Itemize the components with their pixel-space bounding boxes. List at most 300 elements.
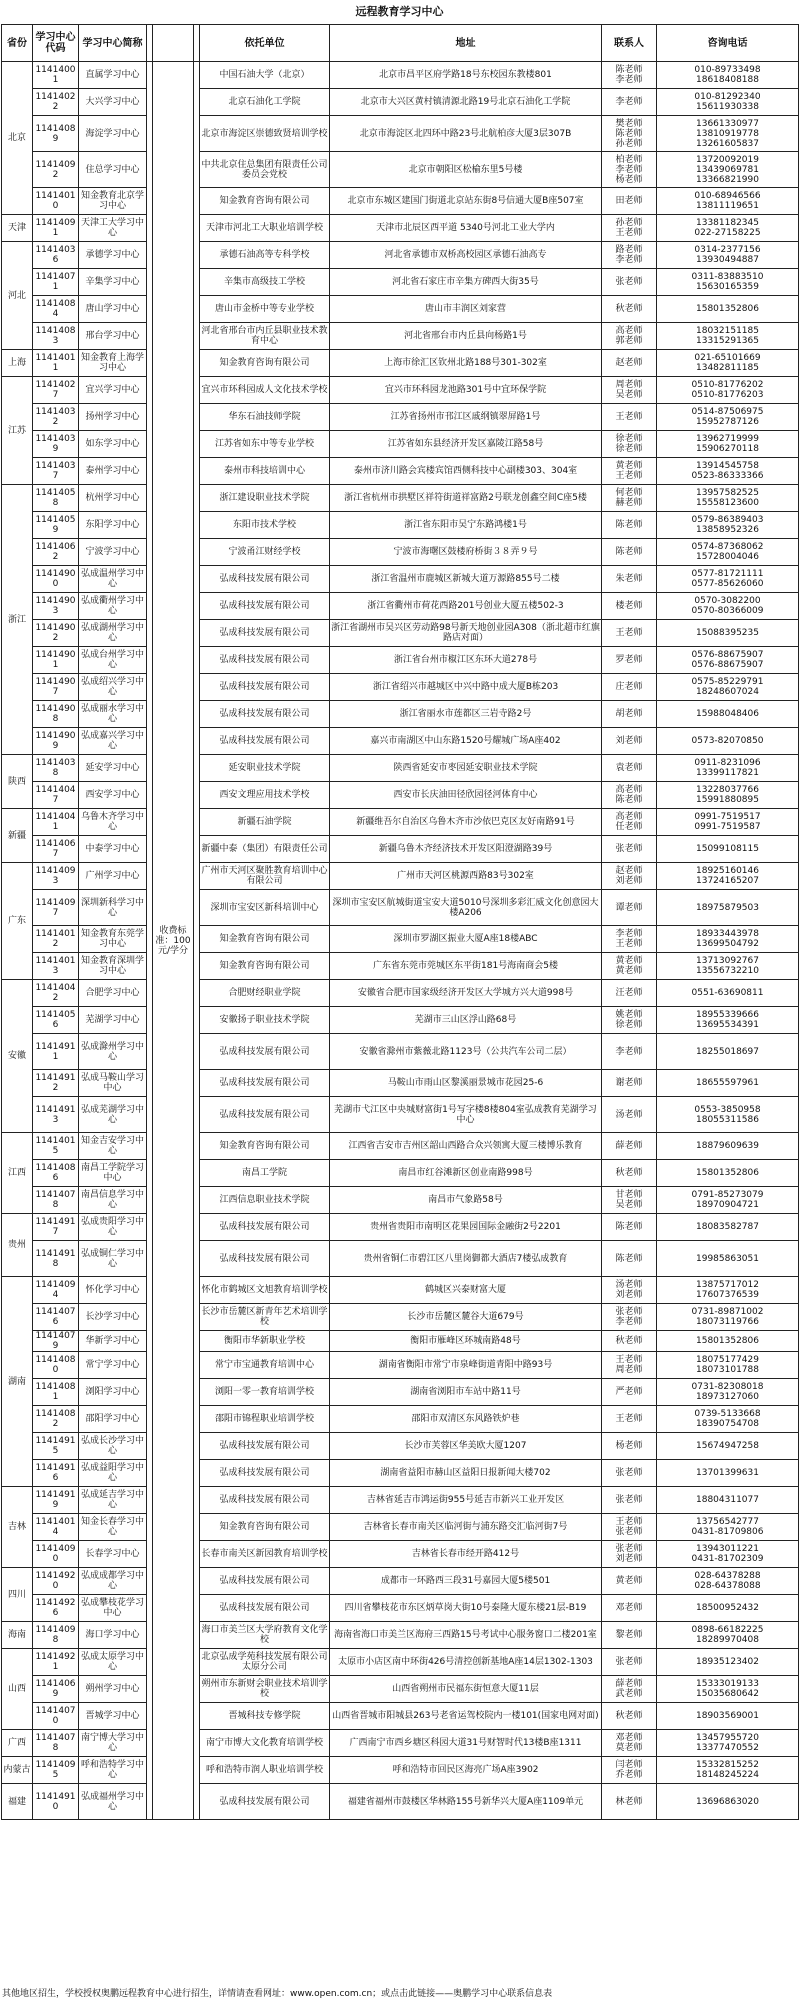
center-name-cell: 大兴学习中心 [79,89,147,116]
contact-cell: 陈老师 [602,1241,657,1277]
center-code-cell: 11414920 [33,1568,79,1595]
center-name-cell: 宜兴学习中心 [79,377,147,404]
center-code-cell: 11414014 [33,1514,79,1541]
table-header-row [2,25,799,62]
contact-cell: 高老师 陈老师 [602,782,657,809]
address-cell: 吉林省延吉市鸿运街955号延吉市新兴工业开发区 [330,1487,602,1514]
contact-cell: 秋老师 [602,1703,657,1730]
table-row [2,1034,799,1070]
contact-cell: 赵老师 [602,350,657,377]
table-row [2,1214,799,1241]
table-row [2,116,799,152]
address-cell: 海南省海口市美兰区海府三西路15号考试中心服务窗口二楼201室 [330,1622,602,1649]
contact-cell: 张老师 [602,836,657,863]
table-row [2,809,799,836]
address-cell: 湖南省益阳市赫山区益阳日报新闻大楼702 [330,1460,602,1487]
contact-cell: 孙老师 王老师 [602,215,657,242]
address-cell: 广州市天河区桃源西路83号302室 [330,863,602,890]
province-cell: 安徽 [2,980,33,1133]
center-code-cell: 11414093 [33,863,79,890]
center-name-cell: 乌鲁木齐学习中心 [79,809,147,836]
contact-cell: 杨老师 [602,1433,657,1460]
center-name-cell: 邢台学习中心 [79,323,147,350]
contact-cell: 姚老师 徐老师 [602,1007,657,1034]
center-name-cell: 弘成丽水学习中心 [79,701,147,728]
header-contact: 联系人 [602,25,657,62]
province-cell: 陕西 [2,755,33,809]
address-cell: 西安市长庆油田径欣园径河体育中心 [330,782,602,809]
contact-cell: 张老师 [602,1649,657,1676]
center-name-cell: 弘成芜湖学习中心 [79,1097,147,1133]
center-code-cell: 11414056 [33,1007,79,1034]
phone-cell: 13914545758 0523-86333366 [657,458,799,485]
address-cell: 山西省晋城市阳城县263号老省运驾校院内一楼101(国家电网对面) [330,1703,602,1730]
center-code-cell: 11414902 [33,620,79,647]
host-unit-cell: 弘成科技发展有限公司 [200,728,330,755]
center-name-cell: 弘成攀枝花学习中心 [79,1595,147,1622]
phone-cell: 13756542777 0431-81709806 [657,1514,799,1541]
address-cell: 太原市小店区南中环街426号清控创新基地A座14层1302-1303 [330,1649,602,1676]
contact-cell: 王老师 [602,620,657,647]
center-name-cell: 长春学习中心 [79,1541,147,1568]
center-name-cell: 知金长春学习中心 [79,1514,147,1541]
phone-cell: 0314-2377156 13930494887 [657,242,799,269]
contact-cell: 李老师 王老师 [602,926,657,953]
table-row [2,404,799,431]
host-unit-cell: 辛集市高级技工学校 [200,269,330,296]
host-unit-cell: 宜兴市环科园成人文化技术学校 [200,377,330,404]
center-code-cell: 11414921 [33,1649,79,1676]
table-row [2,152,799,188]
address-cell: 上海市徐汇区钦州北路188号301-302室 [330,350,602,377]
center-code-cell: 11414058 [33,485,79,512]
center-name-cell: 弘成衢州学习中心 [79,593,147,620]
center-name-cell: 呼和浩特学习中心 [79,1757,147,1784]
center-code-cell: 11414011 [33,350,79,377]
host-unit-cell: 弘成科技发展有限公司 [200,674,330,701]
contact-cell: 张老师 刘老师 [602,1541,657,1568]
address-cell: 成都市一环路西三段31号嘉园大厦5楼501 [330,1568,602,1595]
contact-cell: 何老师 赫老师 [602,485,657,512]
center-name-cell: 弘成福州学习中心 [79,1784,147,1820]
address-cell: 南昌市气象路58号 [330,1187,602,1214]
table-row [2,1304,799,1331]
address-cell: 北京市大兴区黄村镇清源北路19号北京石油化工学院 [330,89,602,116]
center-name-cell: 唐山学习中心 [79,296,147,323]
contact-cell: 柏老师 李老师 杨老师 [602,152,657,188]
center-name-cell: 知金教育上海学习中心 [79,350,147,377]
center-code-cell: 11414084 [33,296,79,323]
address-cell: 浙江省台州市椒江区东环大道278号 [330,647,602,674]
table-row [2,1133,799,1160]
table-row [2,1730,799,1757]
phone-cell: 15332815252 18148245224 [657,1757,799,1784]
contact-cell: 周老师 吴老师 [602,377,657,404]
phone-cell: 0731-89871002 18073119766 [657,1304,799,1331]
table-row [2,863,799,890]
address-cell: 河北省邢台市内丘县向杨路1号 [330,323,602,350]
phone-cell: 0570-3082200 0570-80366009 [657,593,799,620]
table-row [2,1097,799,1133]
phone-cell: 15333019133 15035680642 [657,1676,799,1703]
phone-cell: 0574-87368062 15728004046 [657,539,799,566]
table-row [2,242,799,269]
contact-cell: 王老师 张老师 [602,1514,657,1541]
phone-cell: 15088395235 [657,620,799,647]
host-unit-cell: 知金教育咨询有限公司 [200,1514,330,1541]
phone-cell: 13720092019 13439069781 13366821990 [657,152,799,188]
center-name-cell: 邵阳学习中心 [79,1406,147,1433]
address-cell: 四川省攀枝花市东区炳草岗大街10号泰隆大厦东楼21层-B19 [330,1595,602,1622]
address-cell: 长沙市芙蓉区华美欧大厦1207 [330,1433,602,1460]
contact-cell: 汤老师 [602,1097,657,1133]
center-code-cell: 11414001 [33,62,79,89]
center-code-cell: 11414901 [33,647,79,674]
phone-cell: 0553-3850958 18055311586 [657,1097,799,1133]
host-unit-cell: 弘成科技发展有限公司 [200,1460,330,1487]
host-unit-cell: 延安职业技术学院 [200,755,330,782]
phone-cell: 18032151185 13315291365 [657,323,799,350]
host-unit-cell: 安徽扬子职业技术学院 [200,1007,330,1034]
host-unit-cell: 知金教育咨询有限公司 [200,926,330,953]
address-cell: 浙江省东阳市吴宁东路鸿楼1号 [330,512,602,539]
center-code-cell: 11414916 [33,1460,79,1487]
contact-cell: 樊老师 陈老师 孙老师 [602,116,657,152]
address-cell: 广东省东莞市莞城区东平街181号海南商会5楼 [330,953,602,980]
center-code-cell: 11414910 [33,1784,79,1820]
phone-cell: 15801352806 [657,1331,799,1352]
center-name-cell: 弘成铜仁学习中心 [79,1241,147,1277]
address-cell: 浙江省衢州市荷花西路201号创业大厦五楼502-3 [330,593,602,620]
contact-cell: 黎老师 [602,1622,657,1649]
phone-cell: 0898-66182225 18289970408 [657,1622,799,1649]
table-row [2,566,799,593]
address-cell: 宜兴市环科园龙池路301号中宜环保学院 [330,377,602,404]
center-code-cell: 11414915 [33,1433,79,1460]
header-province: 省份 [2,25,33,62]
contact-cell: 陈老师 [602,1214,657,1241]
phone-cell: 13943011221 0431-81702309 [657,1541,799,1568]
phone-cell: 13228037766 15991880895 [657,782,799,809]
host-unit-cell: 弘成科技发展有限公司 [200,1568,330,1595]
table-row [2,1331,799,1352]
host-unit-cell: 天津市河北工大职业培训学校 [200,215,330,242]
address-cell: 浙江省杭州市拱墅区祥符街道祥富路2号联龙创鑫空间C座5楼 [330,485,602,512]
host-unit-cell: 弘成科技发展有限公司 [200,566,330,593]
host-unit-cell: 弘成科技发展有限公司 [200,1034,330,1070]
host-unit-cell: 北京弘成学苑科技发展有限公司太原分公司 [200,1649,330,1676]
contact-cell: 汤老师 刘老师 [602,1277,657,1304]
contact-cell: 高老师 郭老师 [602,323,657,350]
address-cell: 山西省朔州市民福东街恒意大厦11层 [330,1676,602,1703]
header-code: 学习中心代码 [33,25,79,62]
phone-cell: 18804311077 [657,1487,799,1514]
center-code-cell: 11414027 [33,377,79,404]
phone-cell: 18083582787 [657,1214,799,1241]
contact-cell: 王老师 [602,404,657,431]
header-phone: 咨询电话 [657,25,799,62]
table-row [2,485,799,512]
address-cell: 浙江省绍兴市越城区中兴中路中成大厦B栋203 [330,674,602,701]
contact-cell: 田老师 [602,188,657,215]
center-code-cell: 11414039 [33,431,79,458]
contact-cell: 谭老师 [602,890,657,926]
phone-cell: 010-81292340 15611930338 [657,89,799,116]
province-cell: 上海 [2,350,33,377]
host-unit-cell: 弘成科技发展有限公司 [200,1433,330,1460]
address-cell: 河北省承德市双桥高校园区承德石油高专 [330,242,602,269]
address-cell: 新疆维吾尔自治区乌鲁木齐市沙依巴克区友好南路91号 [330,809,602,836]
phone-cell: 18933443978 13699504792 [657,926,799,953]
host-unit-cell: 江苏省如东中等专业学校 [200,431,330,458]
center-code-cell: 11414097 [33,890,79,926]
center-name-cell: 天津工大学习中心 [79,215,147,242]
address-cell: 南昌市红谷滩新区创业南路998号 [330,1160,602,1187]
center-name-cell: 杭州学习中心 [79,485,147,512]
contact-cell: 秋老师 [602,1331,657,1352]
center-name-cell: 直属学习中心 [79,62,147,89]
center-name-cell: 南昌信息学习中心 [79,1187,147,1214]
address-cell: 嘉兴市南湖区中山东路1520号耀城广场A座402 [330,728,602,755]
center-code-cell: 11414059 [33,512,79,539]
center-name-cell: 海淀学习中心 [79,116,147,152]
table-row [2,593,799,620]
center-name-cell: 中泰学习中心 [79,836,147,863]
host-unit-cell: 弘成科技发展有限公司 [200,1784,330,1820]
table-row [2,1487,799,1514]
host-unit-cell: 知金教育咨询有限公司 [200,953,330,980]
center-code-cell: 11414067 [33,836,79,863]
contact-cell: 张老师 [602,1460,657,1487]
center-name-cell: 住总学习中心 [79,152,147,188]
host-unit-cell: 河北省邢台市内丘县职业技术教育中心 [200,323,330,350]
phone-cell: 021-65101669 13482811185 [657,350,799,377]
table-row [2,1649,799,1676]
host-unit-cell: 江西信息职业技术学院 [200,1187,330,1214]
phone-cell: 0579-86389403 13858952326 [657,512,799,539]
center-code-cell: 11414038 [33,755,79,782]
contact-cell: 张老师 李老师 [602,1304,657,1331]
center-code-cell: 11414086 [33,1160,79,1187]
table-row [2,782,799,809]
table-row [2,323,799,350]
table-row [2,647,799,674]
table-row [2,755,799,782]
address-cell: 浙江省温州市鹿城区新城大道万源路855号二楼 [330,566,602,593]
phone-cell: 15801352806 [657,1160,799,1187]
phone-cell: 0791-85273079 18970904721 [657,1187,799,1214]
contact-cell: 李老师 [602,89,657,116]
center-code-cell: 11414015 [33,1133,79,1160]
phone-cell: 18925160146 13724165207 [657,863,799,890]
phone-cell: 19985863051 [657,1241,799,1277]
contact-cell: 罗老师 [602,647,657,674]
contact-cell: 刘老师 [602,728,657,755]
table-row [2,1007,799,1034]
phone-cell: 0311-83883510 15630165359 [657,269,799,296]
contact-cell: 李老师 [602,1034,657,1070]
province-cell: 浙江 [2,485,33,755]
host-unit-cell: 浏阳一零一教育培训学校 [200,1379,330,1406]
center-name-cell: 弘成长沙学习中心 [79,1433,147,1460]
province-cell: 北京 [2,62,33,215]
center-code-cell: 11414913 [33,1097,79,1133]
table-row [2,1352,799,1379]
table-row [2,431,799,458]
center-name-cell: 深圳新科学习中心 [79,890,147,926]
phone-cell: 0575-85229791 18248607024 [657,674,799,701]
host-unit-cell: 弘成科技发展有限公司 [200,1241,330,1277]
province-cell: 吉林 [2,1487,33,1568]
address-cell: 江苏省扬州市邗江区戚纲镇翠屏路1号 [330,404,602,431]
contact-cell: 陈老师 李老师 [602,62,657,89]
phone-cell: 15801352806 [657,296,799,323]
province-cell: 四川 [2,1568,33,1622]
center-code-cell: 11414069 [33,1676,79,1703]
address-cell: 吉林省长春市经开路412号 [330,1541,602,1568]
host-unit-cell: 浙江建设职业技术学院 [200,485,330,512]
contact-cell: 王老师 [602,1406,657,1433]
center-name-cell: 辛集学习中心 [79,269,147,296]
table-row [2,1514,799,1541]
contact-cell: 陈老师 [602,512,657,539]
address-cell: 天津市北辰区西平道 5340号河北工业大学内 [330,215,602,242]
phone-cell: 13457955720 13377470552 [657,1730,799,1757]
table-row [2,350,799,377]
center-name-cell: 东阳学习中心 [79,512,147,539]
table-row [2,1676,799,1703]
center-name-cell: 弘成绍兴学习中心 [79,674,147,701]
province-cell: 内蒙古 [2,1757,33,1784]
contact-cell: 张老师 [602,269,657,296]
phone-cell: 13713092767 13556732210 [657,953,799,980]
center-name-cell: 如东学习中心 [79,431,147,458]
table-row [2,1757,799,1784]
phone-cell: 18500952432 [657,1595,799,1622]
table-row [2,620,799,647]
center-name-cell: 知金教育东莞学习中心 [79,926,147,953]
host-unit-cell: 长沙市岳麓区新青年艺术培训学校 [200,1304,330,1331]
province-cell: 天津 [2,215,33,242]
address-cell: 北京市海淀区北四环中路23号北航柏彦大厦3层307B [330,116,602,152]
contact-cell: 黄老师 黄老师 [602,953,657,980]
host-unit-cell: 南昌工学院 [200,1160,330,1187]
contact-cell: 闫老师 乔老师 [602,1757,657,1784]
host-unit-cell: 海口市美兰区大学府教育文化学校 [200,1622,330,1649]
address-cell: 安徽省合肥市国家级经济开发区大学城方兴大道998号 [330,980,602,1007]
table-row [2,728,799,755]
table-row [2,1433,799,1460]
center-code-cell: 11414903 [33,593,79,620]
center-name-cell: 弘成台州学习中心 [79,647,147,674]
phone-cell: 13661330977 13810919778 13261605837 [657,116,799,152]
center-name-cell: 芜湖学习中心 [79,1007,147,1034]
table-row [2,953,799,980]
province-cell: 福建 [2,1784,33,1820]
phone-cell: 010-68946566 13811119651 [657,188,799,215]
center-name-cell: 南昌工学院学习中心 [79,1160,147,1187]
address-cell: 新疆乌鲁木齐经济技术开发区阳澄湖路39号 [330,836,602,863]
phone-cell: 13962719999 15906270118 [657,431,799,458]
table-row [2,890,799,926]
center-code-cell: 11414071 [33,269,79,296]
table-body [2,62,799,1820]
table-row [2,539,799,566]
table-row [2,1460,799,1487]
center-name-cell: 广州学习中心 [79,863,147,890]
province-cell: 广东 [2,863,33,980]
center-code-cell: 11414900 [33,566,79,593]
center-code-cell: 11414078 [33,1187,79,1214]
province-cell: 新疆 [2,809,33,863]
table-row [2,836,799,863]
center-name-cell: 怀化学习中心 [79,1277,147,1304]
host-unit-cell: 中国石油大学（北京） [200,62,330,89]
center-name-cell: 宁波学习中心 [79,539,147,566]
host-unit-cell: 西安文理应用技术学校 [200,782,330,809]
center-name-cell: 浏阳学习中心 [79,1379,147,1406]
center-code-cell: 11414092 [33,152,79,188]
address-cell: 安徽省滁州市紫薇北路1123号（公共汽车公司二层） [330,1034,602,1070]
phone-cell: 0577-81721111 0577-85626060 [657,566,799,593]
address-cell: 鹤城区兴泰财富大厦 [330,1277,602,1304]
phone-cell: 13696863020 [657,1784,799,1820]
host-unit-cell: 弘成科技发展有限公司 [200,1097,330,1133]
center-code-cell: 11414908 [33,701,79,728]
table-row [2,1406,799,1433]
center-code-cell: 11414089 [33,116,79,152]
center-code-cell: 11414010 [33,188,79,215]
host-unit-cell: 合肥财经职业学院 [200,980,330,1007]
host-unit-cell: 弘成科技发展有限公司 [200,1214,330,1241]
table-row [2,1160,799,1187]
header-unit: 依托单位 [200,25,330,62]
address-cell: 北京市东城区建国门街道北京站东街8号信通大厦B座507室 [330,188,602,215]
center-name-cell: 弘成贵阳学习中心 [79,1214,147,1241]
contact-cell: 黄老师 [602,1568,657,1595]
phone-cell: 13957582525 15558123600 [657,485,799,512]
host-unit-cell: 长春市南关区新园教育培训学校 [200,1541,330,1568]
address-cell: 宁波市海曙区鼓楼府桥街３８弄９号 [330,539,602,566]
center-name-cell: 扬州学习中心 [79,404,147,431]
host-unit-cell: 朔州市东新财会职业技术培训学校 [200,1676,330,1703]
contact-cell: 谢老师 [602,1070,657,1097]
address-cell: 河北省石家庄市辛集方碑西大街35号 [330,269,602,296]
table-row [2,215,799,242]
host-unit-cell: 晋城科技专修学院 [200,1703,330,1730]
header-fee-column [153,25,194,62]
host-unit-cell: 邵阳市锦程职业培训学校 [200,1406,330,1433]
table-row [2,701,799,728]
host-unit-cell: 弘成科技发展有限公司 [200,620,330,647]
center-name-cell: 弘成嘉兴学习中心 [79,728,147,755]
center-name-cell: 晋城学习中心 [79,1703,147,1730]
host-unit-cell: 承德石油高等专科学校 [200,242,330,269]
host-unit-cell: 东阳市技术学校 [200,512,330,539]
center-code-cell: 11414918 [33,1241,79,1277]
table-row [2,377,799,404]
host-unit-cell: 知金教育咨询有限公司 [200,1133,330,1160]
table-row [2,674,799,701]
center-code-cell: 11414094 [33,1277,79,1304]
address-cell: 贵州省贵阳市南明区花果园国际金融街2号2201 [330,1214,602,1241]
province-cell: 湖南 [2,1277,33,1487]
header-address: 地址 [330,25,602,62]
table-row [2,1622,799,1649]
host-unit-cell: 衡阳市华新职业学校 [200,1331,330,1352]
table-row [2,926,799,953]
header-center: 学习中心简称 [79,25,147,62]
